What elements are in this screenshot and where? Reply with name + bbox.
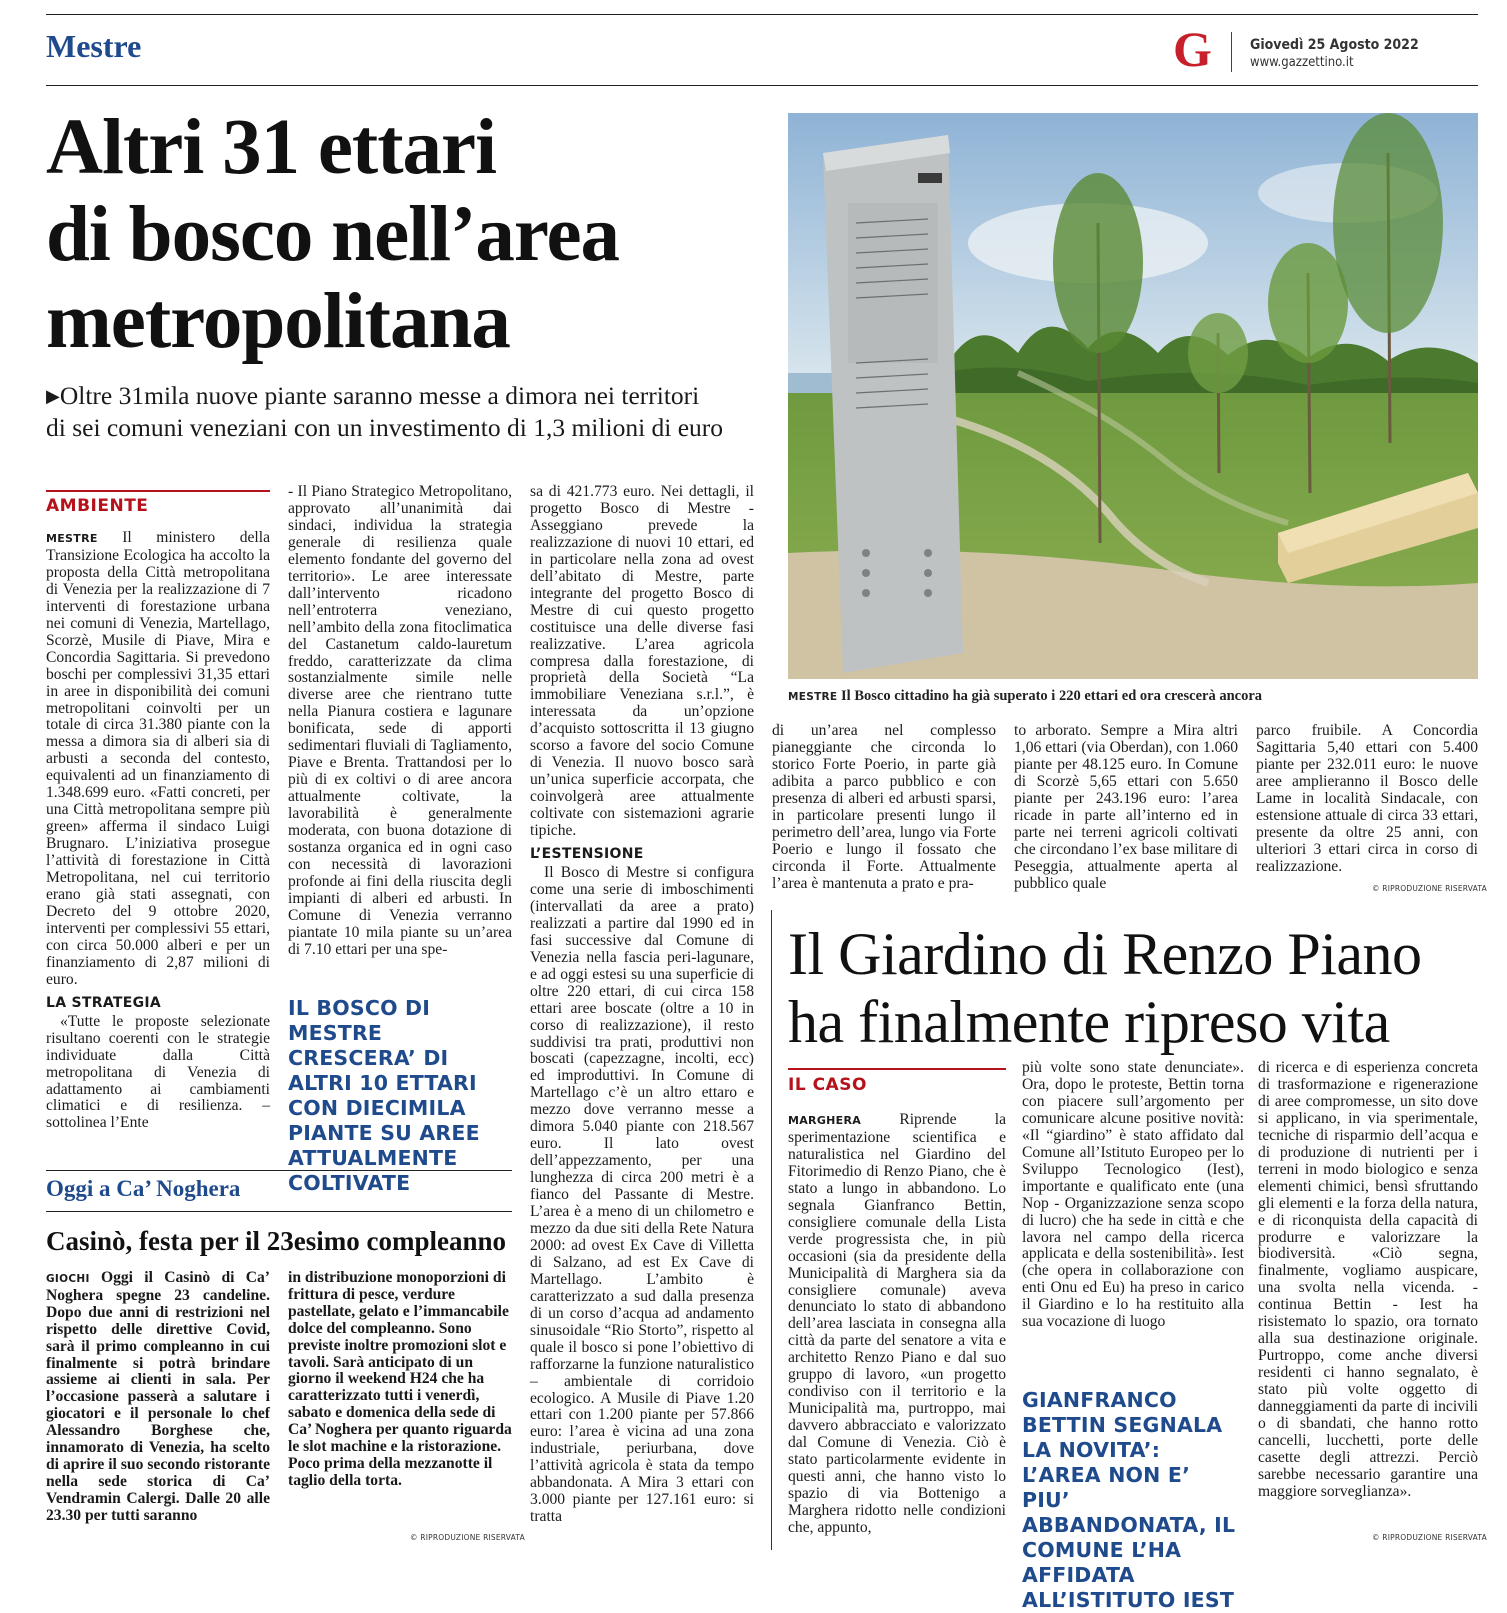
article-text: sa di 421.773 euro. Nei dettagli, il progetto Bosco di Mestre - Asseggiano prevede la realizzazione di nuovi 10 ettari, ed in particolare nella zona ad ovest dell’abitato di Mestre, parte integrante del progetto Bosco di Mestre di cui questo progetto costituisce una delle diverse fasi realizzative. L’area agricola compresa dalla forestazione, di proprietà della Società “La immobiliare Veneziana s.r.l.”, è interessata da un’opzione d’acquisto sottoscritta il 13 giugno scorso a favore del socio Comune di Venezia. Il nuovo bosco sarà un’unica superficie accorpata, che coinvolgerà aree attualmente coltivate con sistemazioni agrarie tipiche. bbox=[530, 483, 754, 840]
second-copyright-notice: © RIPRODUZIONE RISERVATA bbox=[1372, 1533, 1487, 1542]
second-headline bbox=[788, 920, 1488, 1056]
issue-date: Giovedì 25 Agosto 2022 bbox=[1250, 37, 1419, 53]
headline-line-3: metropolitana bbox=[46, 278, 510, 365]
side-article-column-1 bbox=[46, 1270, 270, 1542]
website: www.gazzettino.it bbox=[1250, 55, 1354, 70]
second-pull-quote: GIANFRANCO BETTIN SEGNALA LA NOVITA’: L’AREA NON E’ PIU’ ABBANDONATA, IL COMUNE L’HA AFFIDATA ALL’ISTITUTO IEST bbox=[1022, 1388, 1236, 1612]
logo-divider bbox=[1231, 32, 1232, 72]
column-divider bbox=[771, 910, 772, 1550]
article-column-6 bbox=[1256, 723, 1478, 879]
headline-line-2: di bosco nell’area bbox=[46, 191, 620, 278]
second-article-text: Riprende la sperimentazione scientifica e naturalistica nel Giardino del Fitorimedio di Renzo Piano, che è stato a lungo in abbandono. Lo segnala Gianfranco Bettin, consigliere comunale della Lista verde progressista che, in più occasioni (sia da presidente della Municipalità di Marghera sia da consigliere comunale) aveva denunciato lo stato di abbandono dell’area lasciata in consegna alla città da parte del senatore a vita e architetto Renzo Piano e dal suo gruppo di lavoro, «un progetto condiviso con il territorio e la Municipalità ma, purtroppo, mai davvero abbracciato e valorizzato dal Comune di Venezia. Ciò è stato particolarmente evidente in questi anni, che hanno visto lo spazio di via Bottenigo a Marghera ridotto nelle condizioni che, appunto, bbox=[788, 1111, 1006, 1536]
article-text: parco fruibile. A Concordia Sagittaria 5,40 ettari con 5.400 piante per 232.011 euro: le nuove aree amplieranno il Bosco delle Lame in località Sindacale, con estensione attuale di circa 33 ettari, presente da oltre 25 anni, con ulteriori 3 ettari circa in corso di realizzazione. bbox=[1256, 722, 1478, 875]
article-text: «Tutte le proposte selezionate risultano coerenti con le strategie individuate dalla Città metropolitana di Venezia di adattamento ai cambiamenti climatici e di resilienza. – sottolinea l’Ente bbox=[46, 1012, 270, 1132]
pull-quote: IL BOSCO DI MESTRE CRESCERA’ DI ALTRI 10 ETTARI CON DIECIMILA PIANTE SU AREE ATTUALMENTE COLTIVATE bbox=[288, 996, 480, 1195]
article-column-1 bbox=[46, 530, 270, 1170]
article-column-5 bbox=[1014, 723, 1238, 895]
second-headline-line-1: Il Giardino di Renzo Piano bbox=[788, 921, 1422, 987]
newspaper-logo: G bbox=[1173, 21, 1212, 77]
second-dateline: MARGHERA bbox=[788, 1114, 862, 1127]
side-article-text: Oggi il Casinò di Ca’ Noghera spegne 23 candeline. Dopo due anni di restrizioni nel rispetto delle direttive Covid, sarà il primo compleanno in cui finalmente si potrà brindare assieme ai clienti in sala. Per l’occasione passerà a salutare i giocatori e il personale lo chef Alessandro Borghese che, innamorato di Venezia, ha scelto di aprire il suo secondo ristorante nella sede storica di Ca’ Vendramin Calergi. Dalle 20 alle 23.30 per tutti saranno bbox=[46, 1269, 271, 1524]
headline-line-1: Altri 31 ettari bbox=[46, 104, 497, 191]
second-headline-line-2: ha finalmente ripreso vita bbox=[788, 989, 1390, 1055]
second-article-column-1 bbox=[788, 1112, 1006, 1548]
article-column-3 bbox=[530, 484, 754, 1548]
section-tag-ambiente: AMBIENTE bbox=[46, 496, 149, 516]
article-text: Il ministero della Transizione Ecologica ha accolto la proposta della Città metropolitana di Venezia per la realizzazione di 7 interventi di forestazione urbana nei comuni di Venezia, Martellago, Scorzè, Musile di Piave, Mira e Concordia Sagittaria. Si prevedono boschi per complessivi 31,35 ettari in aree in disponibilità dei comuni metropolitani coinvolti per un totale di circa 31.380 piante con la messa a dimora sia di alberi sia di arbusti a seconda del contesto, equivalenti ad un finanziamento di 1.348.699 euro. «Fatti concreti, per una Città metropolitana sempre più green» afferma il sindaco Luigi Brugnaro. L’iniziativa prosegue l’attività di forestazione in Città Metropolitana, nel cui territorio erano già stati assegnati, con Decreto del 9 ottobre 2020, interventi per complessivi 55 ettari, con circa 50.000 alberi e per un finanziamento di 2,87 milioni di euro. bbox=[46, 529, 270, 988]
section-title: Mestre bbox=[46, 28, 142, 64]
subhead-la-strategia: LA STRATEGIA bbox=[46, 994, 162, 1011]
copyright-notice: © RIPRODUZIONE RISERVATA bbox=[1372, 884, 1487, 893]
triangle-bullet-icon: ▶ bbox=[46, 386, 60, 406]
article-column-4 bbox=[772, 723, 996, 895]
side-copyright-notice: © RIPRODUZIONE RISERVATA bbox=[410, 1533, 525, 1542]
second-article-column-3 bbox=[1258, 1060, 1478, 1530]
photo-caption-text: Il Bosco cittadino ha già superato i 220 ettari ed ora crescerà ancora bbox=[841, 688, 1262, 704]
headline bbox=[46, 104, 766, 365]
second-article-text: di ricerca e di esperienza concreta di trasformazione e rigenerazione di aree compromesse, un sito dove si applicano, in via sperimentale, tecniche di risparmio dell’acqua e di produzione di nutrienti per i terreni in modo biologico e senza elementi chimici, bensì sfruttando gli elementi e la forza della natura, e di riconquista della capacità di produrre e valorizzare la biodiversità. «Ciò segna, finalmente, vogliamo auspicare, una svolta nella vicenda. - continua Bettin - Iest ha risistemato lo spazio, ora tornato alla sua destinazione originale. Purtroppo, come anche diversi residenti ci hanno segnalato, è stato più volte oggetto di danneggiamenti da parte di incivili o di sbandati, che hanno rotto cancelli, lucchetti, porte delle casette degli attrezzi. Perciò sarebbe necessario garantire una maggiore sorveglianza». bbox=[1258, 1059, 1478, 1500]
article-text: di un’area nel complesso pianeggiante che circonda lo storico Forte Poerio, in parte già adibita a parco pubblico e con presenza di alberi ed arbusti sparsi, in particolare presenti lungo il perimetro dell’area, lungo via Forte Poerio e lungo il fossato che circonda il Forte. Attualmente l’area è mantenuta a prato e pra- bbox=[772, 722, 996, 892]
photo-caption-lead: MESTRE bbox=[788, 691, 838, 703]
article-column-2 bbox=[288, 484, 512, 972]
article-text: Il Bosco di Mestre si configura come una serie di imboschimenti (intervallati da aree a prato) realizzati a partire dal 1990 ed in fasi successive dal Comune di Venezia nella fascia peri-lagunare, e ad oggi estesi su una superficie di oltre 220 ettari, di cui circa 158 ettari aree boscate (oltre a 10 in corso di realizzazione), il resto suddivisi tra prati, produttivi non boscati (capezzagne, incolti, ecc) ed improduttivi. In Comune di Martellago c’è un altro ettaro e mezzo dove verranno messe a dimora 5.040 piante con 218.567 euro. Il lato ovest dell’appezzamento, per una lunghezza di circa 200 metri è a fianco del Passante di Mestre. L’area è a meno di un chilometro e mezzo da due siti della Rete Natura 2000: ad ovest Ex Cave di Villetta di Salzano, ad est Ex Cave di Martellago. L’ambito è caratterizzato a sud dalla presenza di un corso d’acqua ad andamento sinusoidale “Rio Storto”, rispetto al quale il bosco si pone l’obiettivo di rafforzarne la funzione naturalistico – ambientale di corridoio ecologico. A Musile di Piave 1.20 ettari con 1.200 piante per 57.866 euro: l’area è vicina ad una zona industriale, periurbana, dove l’attività agricola è stata da tempo abbandonata. A Mira 3 ettari con 3.000 piante per 127.161 euro: si tratta bbox=[530, 863, 754, 1526]
subheadline bbox=[46, 380, 766, 444]
subheadline-line-1: Oltre 31mila nuove piante saranno messe a dimora nei territori bbox=[59, 381, 700, 410]
article-text: to arborato. Sempre a Mira altri 1,06 ettari (via Oberdan), con 1.060 piante per 48.125 euro. In Comune di Scorzè 5,65 ettari con 5.650 piante per 243.196 euro: l’area ricade in parte all’interno ed in parte nei terreni agricoli coltivati che circondano l’ex base militare di Peseggia, attualmente aperta al pubblico quale bbox=[1014, 722, 1238, 892]
article-text: - Il Piano Strategico Metropolitano, approvato all’unanimità dai sindaci, individua la strategia generale di resilienza quale elemento fondante del governo del territorio». Le aree interessate dall’intervento ricadono nell’entroterra veneziano, nell’ambito della zona fitoclimatica del Castanetum caldo-lauretum freddo, caratterizzate da clima sostanzialmente simile nelle diverse aree che rientrano tutte nella Pianura costiera e lagunare bonificata, sede di apporti sedimentari fluviali di Tagliamento, Piave e Brenta. Trattandosi per lo più di ex coltivi o di aree ancora attualmente coltivate, la lavorabilità è generalmente moderata, con buona dotazione di sostanza organica ed in ogni caso con necessità di lavorazioni profonde ai fini della riuscita degli impianti di alberi ed arbusti. In Comune di Venezia verranno piantate 10 mila piante su un’area di 7.10 ettari per una spe- bbox=[288, 483, 512, 958]
side-headline: Casinò, festa per il 23esimo compleanno bbox=[46, 1226, 506, 1256]
subhead-estensione: L’ESTENSIONE bbox=[530, 846, 644, 863]
second-article-text: più volte sono state denunciate». Ora, dopo le proteste, Bettin torna con piacere sull’argomento per comunicare alcune positive novità: «Il “giardino” è stato affidato dal Comune all’Istituto Europeo per lo Sviluppo Tecnologico (Iest), importante e qualificato ente (una Nop - Organizzazione senza scopo di lucro) che ha sede in città e che lavora nel campo della ricerca applicata e della sostenibilità». Iest (che opera in collaborazione con enti Onu ed Eu) ha preso in carico il Giardino e lo ha restituito alla sua vocazione di luogo bbox=[1022, 1059, 1244, 1331]
side-section-title: Oggi a Ca’ Noghera bbox=[46, 1176, 241, 1201]
photo-caption bbox=[788, 688, 1478, 705]
dateline: MESTRE bbox=[46, 532, 98, 545]
second-article-column-2 bbox=[1022, 1060, 1244, 1352]
side-article-column-2 bbox=[288, 1270, 512, 1542]
section-tag-il-caso: IL CASO bbox=[788, 1075, 867, 1095]
subheadline-line-2: di sei comuni veneziani con un investimento di 1,3 milioni di euro bbox=[46, 413, 724, 442]
side-dateline: GIOCHI bbox=[46, 1273, 90, 1285]
side-article-text: in distribuzione monoporzioni di frittura di pesce, verdure pastellate, gelato e l’immancabile dolce del compleanno. Sono previste inoltre promozioni slot e tavoli. Sarà anticipato di un giorno il weekend H24 che ha caratterizzato tutti i venerdì, sabato e domenica della sede di Ca’ Noghera per quanto riguarda le slot machine e la ristorazione. Poco prima della mezzanotte il taglio della torta. bbox=[288, 1269, 512, 1489]
photo-bosco bbox=[788, 113, 1478, 679]
